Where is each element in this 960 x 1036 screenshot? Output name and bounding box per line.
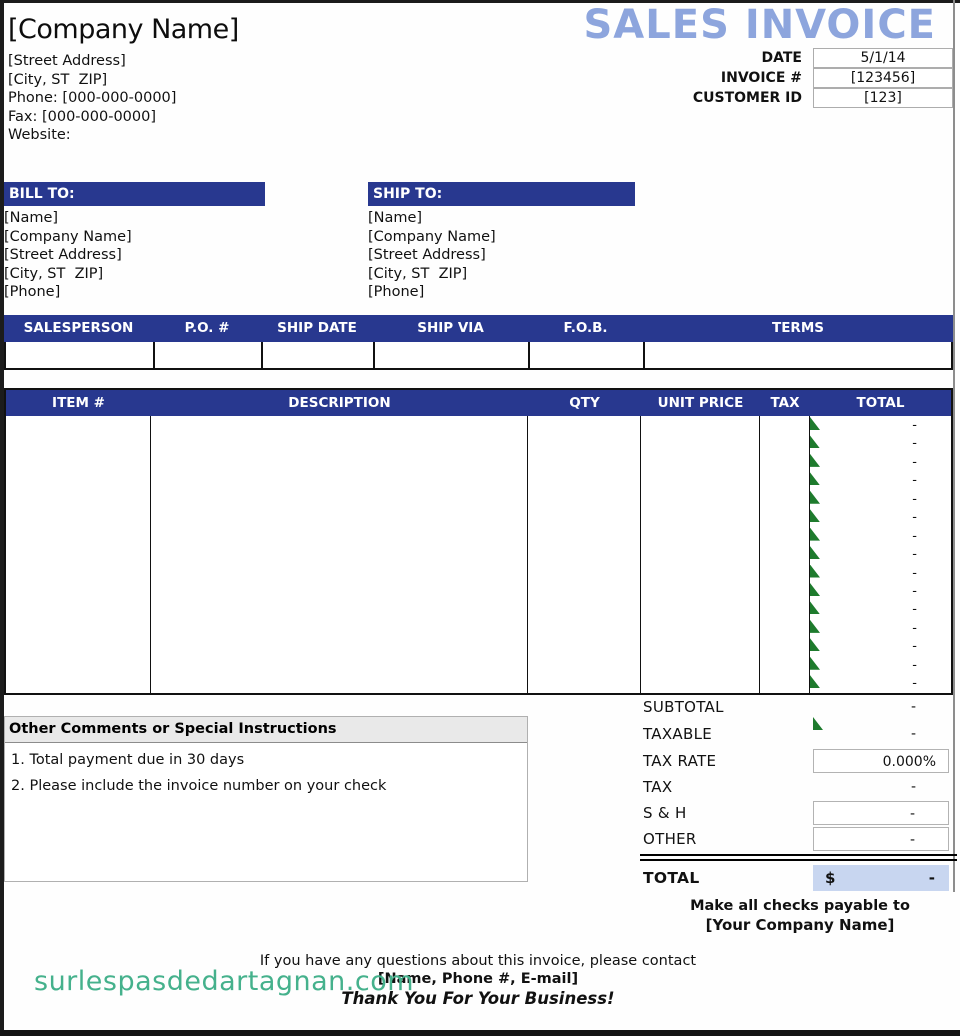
salesperson-cell[interactable]	[6, 342, 155, 368]
item-total-value: -	[912, 491, 917, 507]
po-number-cell[interactable]	[155, 342, 263, 368]
cell-error-indicator-icon	[810, 509, 820, 522]
line-items-body	[6, 416, 951, 693]
comments-box	[4, 716, 528, 882]
ship-to-company[interactable]: [Company Name]	[368, 228, 496, 245]
item-total-row[interactable]	[810, 582, 951, 600]
grand-total-value: -	[928, 869, 935, 887]
bill-to-name[interactable]: [Name]	[4, 210, 59, 226]
item-total-value: -	[912, 454, 917, 470]
comments-heading: Other Comments or Special Instructions	[5, 717, 527, 743]
cell-error-indicator-icon	[810, 435, 820, 448]
tax-rate-label: TAX RATE	[643, 751, 717, 770]
shipping-handling-field[interactable]: -	[813, 801, 949, 825]
currency-symbol: $	[825, 869, 836, 887]
salesperson-header: SALESPERSON	[23, 320, 134, 336]
order-info-row	[4, 342, 953, 370]
customer-id-field[interactable]: [123]	[813, 88, 953, 108]
item-total-row[interactable]	[810, 453, 951, 471]
order-info-table	[4, 315, 953, 370]
item-total-value: -	[912, 565, 917, 581]
order-info-header	[4, 315, 953, 342]
line-items-header	[6, 390, 951, 416]
invoice-meta	[600, 48, 953, 108]
grand-total-cell	[813, 865, 949, 891]
grand-total-label: TOTAL	[643, 869, 700, 887]
cell-error-indicator-icon	[810, 417, 820, 430]
cell-error-indicator-icon	[810, 546, 820, 559]
other-field[interactable]: -	[813, 827, 949, 851]
contact-details: [Name, Phone #, E-mail]	[377, 971, 579, 987]
totals-section	[640, 693, 957, 892]
company-phone: Phone: [000-000-0000]	[8, 90, 177, 106]
item-total-value: -	[912, 418, 917, 433]
item-total-value: -	[912, 602, 917, 618]
bill-to-company[interactable]: [Company Name]	[4, 228, 132, 245]
tax-label: TAX	[643, 778, 673, 796]
ship-to-section	[368, 182, 635, 302]
bill-to-street[interactable]: [Street Address]	[4, 247, 122, 263]
item-total-row[interactable]	[810, 674, 951, 692]
item-total-value: -	[912, 436, 917, 452]
qty-header: QTY	[569, 395, 600, 411]
company-website: Website:	[8, 127, 71, 143]
item-total-row[interactable]	[810, 600, 951, 618]
tax-rate-field[interactable]: 0.000%	[813, 749, 949, 773]
cell-error-indicator-icon	[810, 583, 820, 596]
bill-to-city[interactable]: [City, ST ZIP]	[4, 265, 104, 282]
grand-total-row	[640, 864, 957, 892]
ship-to-name[interactable]: [Name]	[368, 210, 423, 226]
item-total-value: -	[912, 528, 917, 544]
item-total-row[interactable]	[810, 564, 951, 582]
ship-date-cell[interactable]	[263, 342, 375, 368]
tax-column[interactable]	[760, 416, 810, 693]
po-number-header: P.O. #	[184, 320, 230, 336]
bill-to-section	[4, 182, 265, 302]
unit-price-column[interactable]	[641, 416, 760, 693]
qty-column[interactable]	[528, 416, 641, 693]
total-header: TOTAL	[856, 395, 905, 411]
other-row	[640, 826, 957, 852]
shipping-handling-label: S & H	[643, 804, 687, 822]
item-total-value: -	[912, 639, 917, 655]
cell-error-indicator-icon	[810, 620, 820, 633]
bill-to-heading: BILL TO:	[4, 182, 265, 206]
checks-payable-text: Make all checks payable to	[690, 898, 910, 914]
contact-instructions: If you have any questions about this invoice, please contact	[259, 953, 697, 969]
description-header: DESCRIPTION	[288, 395, 391, 411]
frame-bottom	[0, 1030, 960, 1036]
company-street: [Street Address]	[8, 53, 126, 69]
item-total-value: -	[912, 676, 917, 692]
item-total-value: -	[912, 583, 917, 599]
terms-cell[interactable]	[645, 342, 951, 368]
subtotal-row	[640, 693, 957, 721]
ship-to-phone[interactable]: [Phone]	[368, 284, 425, 300]
bill-to-phone[interactable]: [Phone]	[4, 284, 61, 300]
item-total-value: -	[912, 473, 917, 489]
item-total-value: -	[912, 547, 917, 563]
description-column[interactable]	[151, 416, 528, 693]
checks-payable-block	[640, 898, 960, 934]
comment-line: 1. Total payment due in 30 days	[11, 752, 245, 768]
subtotal-label: SUBTOTAL	[643, 698, 724, 716]
terms-header: TERMS	[772, 320, 824, 336]
item-total-row[interactable]	[810, 637, 951, 655]
item-total-row[interactable]	[810, 471, 951, 489]
ship-via-cell[interactable]	[375, 342, 530, 368]
cell-error-indicator-icon	[810, 638, 820, 651]
customer-id-label: CUSTOMER ID	[692, 90, 802, 106]
other-label: OTHER	[643, 830, 697, 848]
item-total-row[interactable]	[810, 545, 951, 563]
fob-cell[interactable]	[530, 342, 645, 368]
comments-body[interactable]	[5, 743, 527, 794]
company-fax: Fax: [000-000-0000]	[8, 108, 157, 125]
item-total-row[interactable]	[810, 434, 951, 452]
tax-rate-row	[640, 747, 957, 774]
taxable-label: TAXABLE	[643, 725, 713, 743]
subtotal-value: -	[910, 699, 916, 715]
totals-divider	[640, 854, 957, 861]
cell-error-indicator-icon	[810, 472, 820, 485]
item-total-row[interactable]	[810, 508, 951, 526]
ship-date-header: SHIP DATE	[277, 320, 357, 336]
date-field[interactable]: 5/1/14	[813, 48, 953, 68]
tax-value: -	[910, 779, 916, 795]
tax-row	[640, 774, 957, 800]
item-total-value: -	[912, 510, 917, 526]
item-total-row[interactable]	[810, 490, 951, 508]
invoice-number-field[interactable]: [123456]	[813, 68, 953, 88]
item-total-cells	[810, 416, 951, 693]
tax-header: TAX	[770, 395, 800, 411]
thank-you-text: Thank You For Your Business!	[341, 989, 615, 1008]
cell-error-indicator-icon	[810, 675, 820, 688]
item-number-header: ITEM #	[52, 395, 105, 411]
cell-error-indicator-icon	[810, 657, 820, 670]
item-number-column[interactable]	[6, 416, 151, 693]
item-total-row[interactable]	[810, 416, 951, 434]
cell-error-indicator-icon	[810, 528, 820, 541]
company-city: [City, ST ZIP]	[8, 71, 108, 88]
ship-to-city[interactable]: [City, ST ZIP]	[368, 265, 468, 282]
taxable-value: -	[910, 726, 916, 742]
ship-via-header: SHIP VIA	[417, 320, 484, 336]
ship-to-heading: SHIP TO:	[368, 182, 635, 206]
line-items-table	[4, 388, 953, 695]
cell-error-indicator-icon	[810, 565, 820, 578]
item-total-row[interactable]	[810, 656, 951, 674]
page-title: SALES INVOICE	[583, 2, 936, 48]
ship-to-street[interactable]: [Street Address]	[368, 247, 486, 263]
invoice-number-label: INVOICE #	[720, 70, 802, 86]
cell-error-indicator-icon	[810, 601, 820, 614]
taxable-row	[640, 721, 957, 747]
unit-price-header: UNIT PRICE	[657, 395, 744, 411]
item-total-value: -	[912, 620, 917, 636]
shipping-handling-row	[640, 800, 957, 826]
item-total-row[interactable]	[810, 527, 951, 545]
cell-error-indicator-icon	[810, 491, 820, 504]
fob-header: F.O.B.	[563, 320, 608, 336]
comment-line: 2. Please include the invoice number on your check	[11, 778, 387, 794]
payable-company-name: [Your Company Name]	[705, 916, 895, 934]
item-total-row[interactable]	[810, 619, 951, 637]
cell-error-indicator-icon	[810, 454, 820, 467]
date-label: DATE	[761, 50, 802, 66]
item-total-value: -	[912, 657, 917, 673]
company-block	[8, 14, 239, 145]
company-name: [Company Name]	[8, 14, 239, 45]
watermark-text: surlespasdedartagnan.com	[34, 966, 415, 997]
